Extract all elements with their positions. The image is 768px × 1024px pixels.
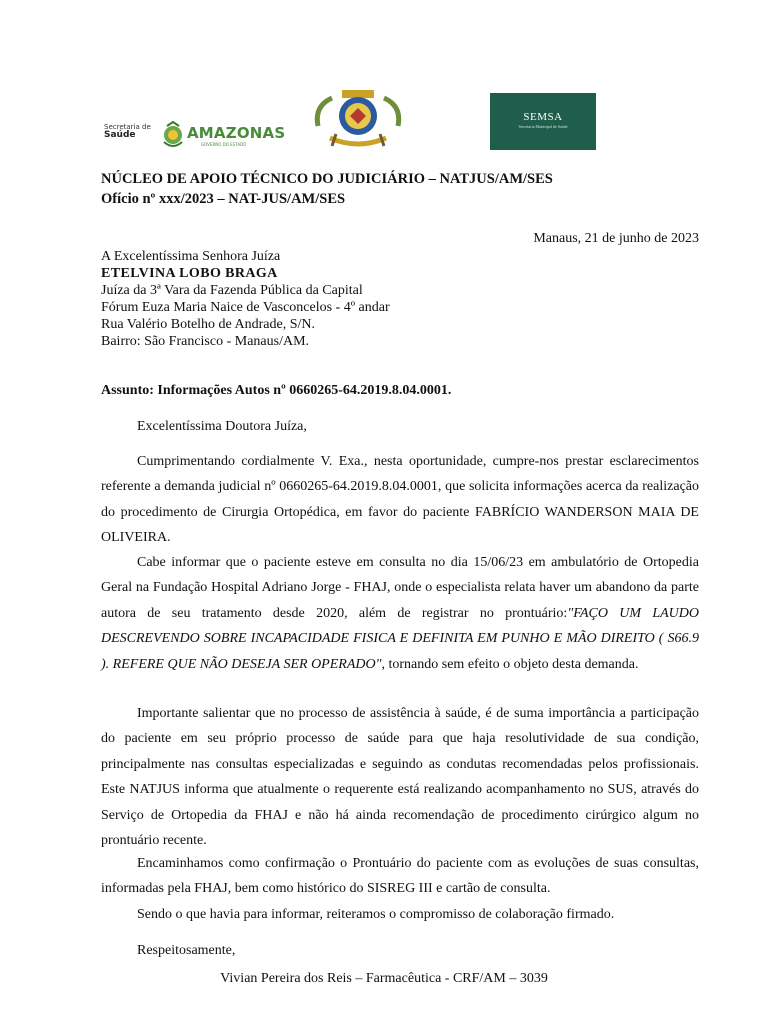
paragraph-5	[101, 902, 699, 927]
recipient-forum: Fórum Euza Maria Naice de Vasconcelos - 4º andar	[101, 300, 390, 315]
subject-line: Assunto: Informações Autos nº 0660265-64.2019.8.04.0001.	[101, 383, 452, 398]
paragraph-3-text: Importante salientar que no processo de assistência à saúde, é de suma importância a participação do paciente em seu próprio processo de saúde para que haja resolutividade de sua condição, principalmente nas consultas especializadas e seguindo as condutas recomendadas pelos profissionais. Este NATJUS informa que atualmente o requerente está realizando acompanhamento no SUS, através do Serviço de Ortopedia da FHAJ e não há ainda recomendação de procedimento cirúrgico algum no prontuário recente.	[101, 706, 699, 849]
paragraph-3	[101, 701, 699, 853]
closing: Respeitosamente,	[137, 943, 236, 958]
amazonas-logo	[161, 120, 286, 150]
amazonas-emblem-icon	[161, 120, 185, 150]
signature: Vivian Pereira dos Reis – Farmacêutica - CRF/AM – 3039	[220, 971, 548, 986]
recipient-name: ETELVINA LOBO BRAGA	[101, 266, 278, 281]
coat-of-arms-icon	[312, 86, 404, 150]
recipient-street: Rua Valério Botelho de Andrade, S/N.	[101, 317, 315, 332]
amazonas-logo-text: AMAZONAS	[187, 124, 286, 142]
recipient-district: Bairro: São Francisco - Manaus/AM.	[101, 334, 310, 349]
paragraph-4	[101, 851, 699, 902]
recipient-court: Juíza da 3ª Vara da Fazenda Pública da Capital	[101, 283, 363, 298]
paragraph-2-text-end: , tornando sem efeito o objeto desta demanda.	[381, 656, 639, 672]
document-heading: NÚCLEO DE APOIO TÉCNICO DO JUDICIÁRIO – NATJUS/AM/SES	[101, 171, 553, 187]
saude-logo	[104, 123, 154, 139]
semsa-logo-subtext: Secretaria Municipal de Saúde	[518, 124, 568, 129]
recipient-title: A Excelentíssima Senhora Juíza	[101, 249, 281, 264]
paragraph-4-text: Encaminhamos como confirmação o Prontuário do paciente com as evoluções de suas consultas, informadas pela FHAJ, bem como histórico do SISREG III e cartão de consulta.	[101, 856, 699, 897]
salutation: Excelentíssima Doutora Juíza,	[137, 419, 307, 434]
document-date: Manaus, 21 de junho de 2023	[533, 231, 699, 246]
paragraph-1	[101, 449, 699, 551]
semsa-logo	[490, 93, 596, 150]
paragraph-2-text: Cabe informar que o paciente esteve em consulta no dia 15/06/23 em ambulatório de Ortopedia Geral na Fundação Hospital Adriano Jorge - FHAJ, onde o especialista relata haver um abandono da parte autora de seu tratamento desde 2020, além de registrar no prontuário:	[101, 555, 699, 621]
amazonas-logo-subtext: GOVERNO DO ESTADO	[201, 142, 247, 147]
paragraph-5-text: Sendo o que havia para informar, reiteramos o compromisso de colaboração firmado.	[137, 907, 615, 922]
semsa-logo-text: SEMSA	[523, 111, 563, 123]
paragraph-1-text: Cumprimentando cordialmente V. Exa., nesta oportunidade, cumpre-nos prestar esclarecimentos referente a demanda judicial nº 0660265-64.2019.8.04.0001, que solicita informações acerca da realização do procedimento de Cirurgia Ortopédica, em favor do paciente FABRÍCIO WANDERSON MAIA DE OLIVEIRA.	[101, 454, 699, 546]
paragraph-2	[101, 550, 699, 677]
paragraph-2-quote: "FAÇO UM LAUDO DESCREVENDO SOBRE INCAPACIDADE FISICA E DEFINITA EM PUNHO E MÃO DIREITO ( S66.9 ). REFERE QUE NÃO DESEJA SER OPERADO"	[101, 605, 699, 672]
document-number: Ofício nº xxx/2023 – NAT-JUS/AM/SES	[101, 191, 346, 207]
saude-logo-line2: Saúde	[104, 130, 136, 140]
coat-of-arms-logo	[312, 86, 404, 150]
saude-logo-line1: Secretaria de	[104, 123, 151, 131]
